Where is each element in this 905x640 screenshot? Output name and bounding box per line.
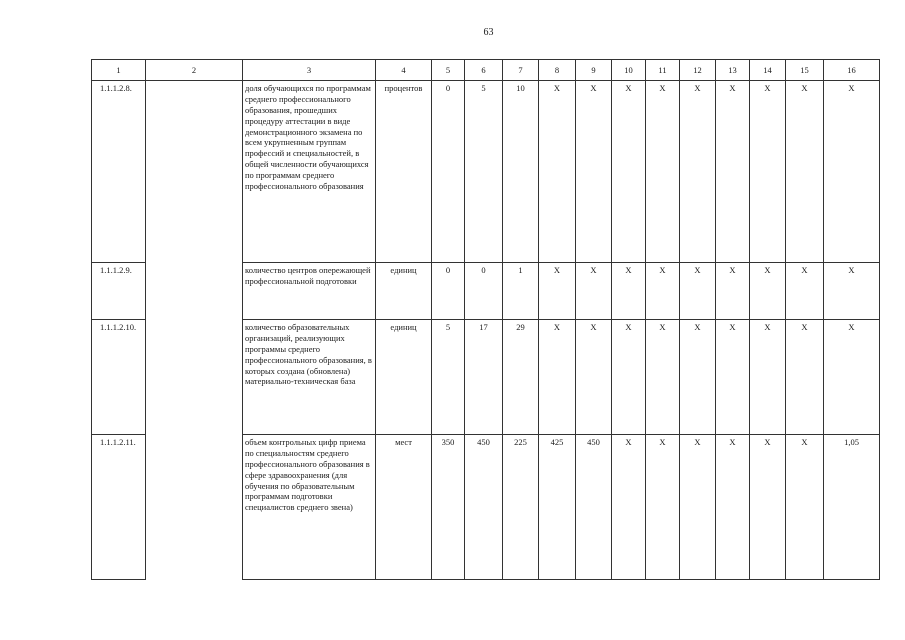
- value-cell: 5: [465, 81, 503, 263]
- value-cell: Х: [539, 263, 576, 320]
- value-cell: Х: [612, 263, 646, 320]
- value-cell: Х: [750, 263, 786, 320]
- value-cell: Х: [786, 435, 824, 580]
- value-cell: Х: [646, 81, 680, 263]
- value-cell: Х: [786, 81, 824, 263]
- column-header: 4: [376, 60, 432, 81]
- row-unit: мест: [376, 435, 432, 580]
- value-cell: Х: [824, 81, 880, 263]
- value-cell: Х: [539, 320, 576, 435]
- column-2-cell: [146, 81, 243, 580]
- row-unit: единиц: [376, 263, 432, 320]
- value-cell: Х: [824, 320, 880, 435]
- column-header: 10: [612, 60, 646, 81]
- value-cell: Х: [750, 435, 786, 580]
- column-header: 9: [576, 60, 612, 81]
- value-cell: 425: [539, 435, 576, 580]
- value-cell: Х: [576, 263, 612, 320]
- column-header: 8: [539, 60, 576, 81]
- row-description: объем контрольных цифр приема по специальностям среднего профессионального образования в сфере здравоохранения (для обучения по образовательным программам подготовки специалистов среднего звена): [243, 435, 376, 580]
- column-header: 2: [146, 60, 243, 81]
- row-description: доля обучающихся по программам среднего профессионального образования, прошедших процедуру аттестации в виде демонстрационного экзамена по всем укрупненным группам профессий и специальностей, в общей численности обучающихся по программам среднего профессионального образования: [243, 81, 376, 263]
- value-cell: Х: [716, 263, 750, 320]
- column-header: 13: [716, 60, 750, 81]
- table-row: [92, 81, 880, 263]
- column-header: 5: [432, 60, 465, 81]
- column-header: 1: [92, 60, 146, 81]
- value-cell: Х: [576, 320, 612, 435]
- value-cell: Х: [716, 81, 750, 263]
- value-cell: 350: [432, 435, 465, 580]
- value-cell: 17: [465, 320, 503, 435]
- value-cell: 1: [503, 263, 539, 320]
- value-cell: Х: [646, 320, 680, 435]
- value-cell: Х: [716, 435, 750, 580]
- value-cell: 0: [432, 81, 465, 263]
- row-code: 1.1.1.2.10.: [92, 320, 146, 435]
- row-code: 1.1.1.2.8.: [92, 81, 146, 263]
- row-unit: процентов: [376, 81, 432, 263]
- row-description: количество образовательных организаций, реализующих программы среднего профессионального образования, в которых создана (обновлена) материально-техническая база: [243, 320, 376, 435]
- row-description: количество центров опережающей профессиональной подготовки: [243, 263, 376, 320]
- column-header: 16: [824, 60, 880, 81]
- value-cell: Х: [612, 320, 646, 435]
- column-header: 12: [680, 60, 716, 81]
- row-code: 1.1.1.2.9.: [92, 263, 146, 320]
- value-cell: Х: [786, 263, 824, 320]
- value-cell: 1,05: [824, 435, 880, 580]
- value-cell: Х: [716, 320, 750, 435]
- column-header: 3: [243, 60, 376, 81]
- value-cell: Х: [612, 81, 646, 263]
- row-code: 1.1.1.2.11.: [92, 435, 146, 580]
- value-cell: Х: [750, 81, 786, 263]
- value-cell: Х: [824, 263, 880, 320]
- value-cell: Х: [612, 435, 646, 580]
- value-cell: 0: [432, 263, 465, 320]
- value-cell: Х: [646, 263, 680, 320]
- value-cell: 29: [503, 320, 539, 435]
- column-header: 6: [465, 60, 503, 81]
- value-cell: 450: [576, 435, 612, 580]
- value-cell: Х: [680, 81, 716, 263]
- column-header: 14: [750, 60, 786, 81]
- value-cell: Х: [576, 81, 612, 263]
- value-cell: 225: [503, 435, 539, 580]
- column-header: 15: [786, 60, 824, 81]
- value-cell: Х: [750, 320, 786, 435]
- indicator-table: [91, 59, 880, 580]
- column-header: 11: [646, 60, 680, 81]
- row-unit: единиц: [376, 320, 432, 435]
- table-header-row: [92, 60, 880, 81]
- column-header: 7: [503, 60, 539, 81]
- page-number: 63: [483, 27, 494, 38]
- value-cell: 10: [503, 81, 539, 263]
- value-cell: 0: [465, 263, 503, 320]
- value-cell: Х: [646, 435, 680, 580]
- value-cell: Х: [680, 435, 716, 580]
- value-cell: Х: [680, 320, 716, 435]
- value-cell: Х: [539, 81, 576, 263]
- value-cell: Х: [680, 263, 716, 320]
- value-cell: 5: [432, 320, 465, 435]
- value-cell: Х: [786, 320, 824, 435]
- value-cell: 450: [465, 435, 503, 580]
